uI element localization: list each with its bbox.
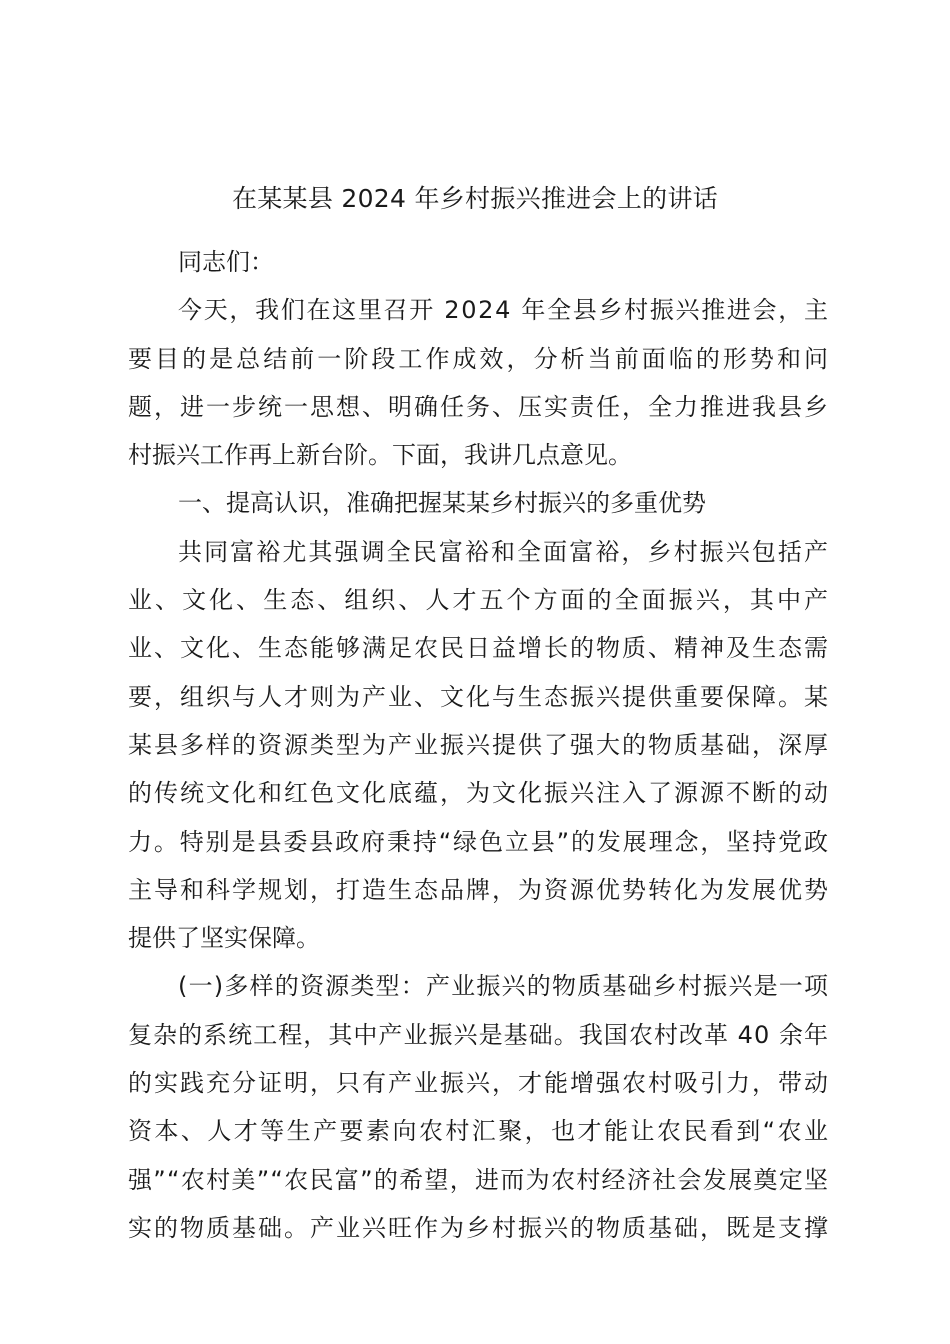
text-line: 题，进一步统一思想、明确任务、压实责任，全力推进我县乡: [128, 392, 830, 421]
text-line: 共同富裕尤其强调全民富裕和全面富裕，乡村振兴包括产: [178, 537, 831, 566]
text-line: 要，组织与人才则为产业、文化与生态振兴提供重要保障。某: [128, 682, 830, 711]
document-title: 在某某县 2024 年乡村振兴推进会上的讲话: [231, 184, 719, 213]
text-line: 提供了坚实保障。: [128, 924, 320, 953]
text-line: 村振兴工作再上新台阶。下面，我讲几点意见。: [128, 441, 632, 470]
text-line: 同志们：: [178, 248, 274, 276]
text-line: 力。特别是县委县政府秉持“绿色立县”的发展理念，坚持党政: [128, 827, 830, 856]
text-line: 实的物质基础。产业兴旺作为乡村振兴的物质基础，既是支撑: [128, 1213, 830, 1242]
text-line: (一)多样的资源类型：产业振兴的物质基础乡村振兴是一项: [178, 972, 830, 1001]
text-line: 业、文化、生态能够满足农民日益增长的物质、精神及生态需: [128, 634, 830, 663]
text-line: 今天，我们在这里召开 2024 年全县乡村振兴推进会，主: [178, 296, 830, 325]
text-line: 强”“农村美”“农民富”的希望，进而为农村经济社会发展奠定坚: [128, 1165, 830, 1194]
text-line: 复杂的系统工程，其中产业振兴是基础。我国农村改革 40 余年: [128, 1020, 830, 1049]
text-line: 一、提高认识，准确把握某某乡村振兴的多重优势: [178, 489, 706, 518]
text-line: 要目的是总结前一阶段工作成效，分析当前面临的形势和问: [128, 344, 832, 373]
text-line: 的传统文化和红色文化底蕴，为文化振兴注入了源源不断的动: [128, 779, 830, 808]
text-line: 主导和科学规划，打造生态品牌，为资源优势转化为发展优势: [128, 875, 830, 904]
document-body: [128, 238, 832, 1252]
text-line: 业、文化、生态、组织、人才五个方面的全面振兴，其中产: [128, 586, 832, 615]
text-line: 资本、人才等生产要素向农村汇聚，也才能让农民看到“农业: [128, 1117, 831, 1146]
text-line: 某县多样的资源类型为产业振兴提供了强大的物质基础，深厚: [128, 730, 830, 759]
text-line: 的实践充分证明，只有产业振兴，才能增强农村吸引力，带动: [128, 1069, 830, 1098]
